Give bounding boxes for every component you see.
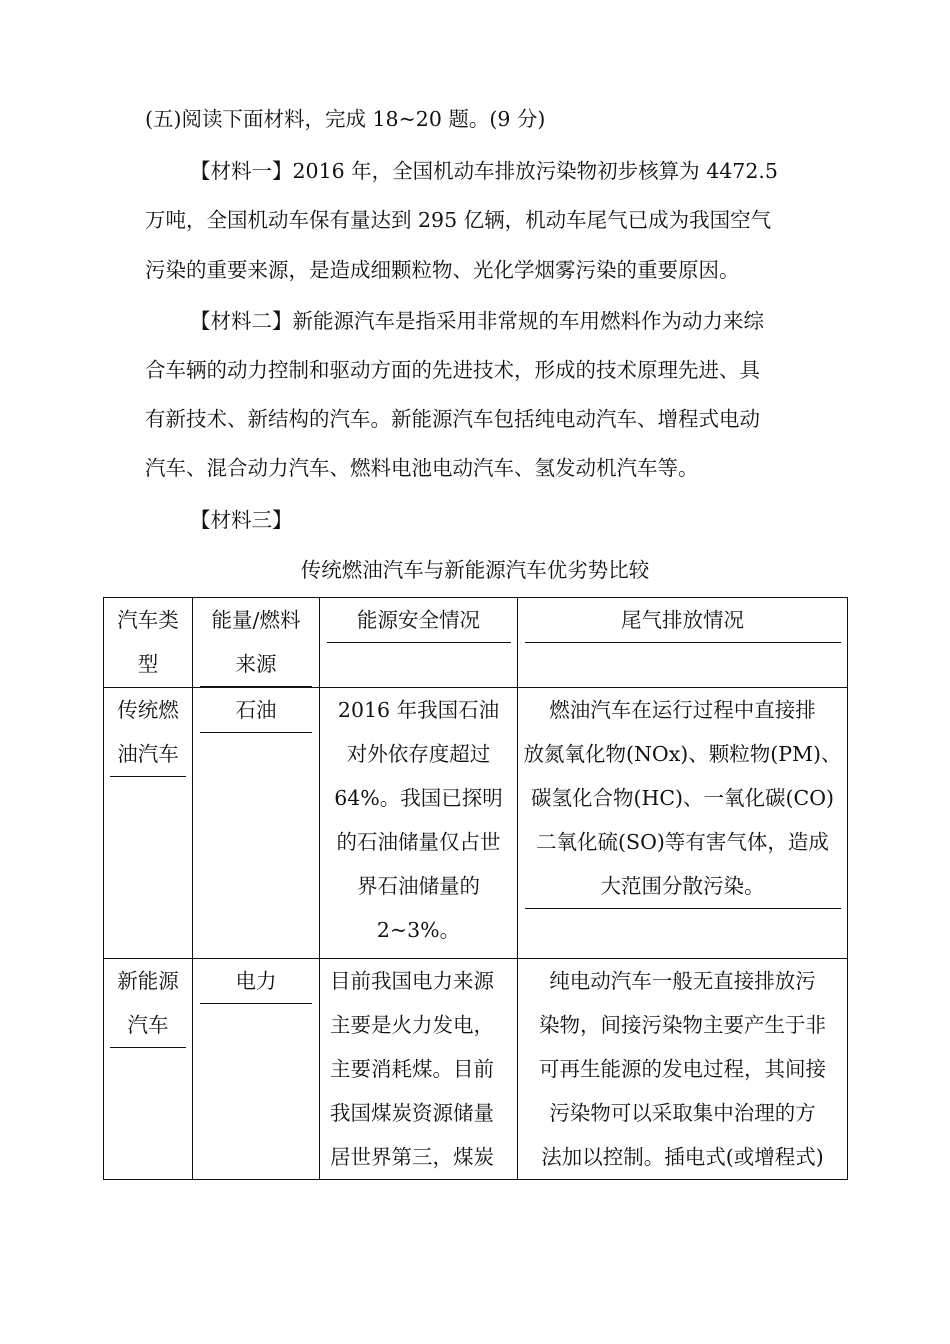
header-car-type xyxy=(104,598,193,688)
cell-line: 64%。我国已探明 xyxy=(334,786,503,810)
cell-line: 主要是火力发电， xyxy=(330,1013,494,1037)
underline-rule xyxy=(200,732,312,733)
section-title: (五)阅读下面材料，完成 18~20 题。(9 分) xyxy=(145,107,546,131)
cell-line: 我国煤炭资源储量 xyxy=(330,1101,494,1125)
cell-energy-source xyxy=(193,688,320,959)
cell-line: 碳氢化合物(HC)、一氧化碳(CO) xyxy=(530,786,835,810)
material1-line-3: 污染的重要来源，是造成细颗粒物、光化学烟雾污染的重要原因。 xyxy=(145,258,740,282)
cell-car-type xyxy=(104,959,193,1180)
cell-line: 汽车 xyxy=(127,1013,169,1037)
cell-car-type xyxy=(104,688,193,959)
header-car-type-line-1: 汽车类 xyxy=(117,608,179,632)
cell-line: 居世界第三，煤炭 xyxy=(330,1145,494,1169)
cell-line: 主要消耗煤。目前 xyxy=(330,1057,494,1081)
cell-line: 石油 xyxy=(235,698,277,722)
material3-label: 【材料三】 xyxy=(190,508,293,532)
underline-rule xyxy=(110,1047,186,1048)
cell-line: 放氮氧化物(NOx)、颗粒物(PM)、 xyxy=(523,742,842,766)
cell-energy-source xyxy=(193,959,320,1180)
underline-rule xyxy=(327,642,511,643)
underline-rule xyxy=(110,776,186,777)
cell-line: 油汽车 xyxy=(117,742,179,766)
header-energy-source-line-2: 来源 xyxy=(235,652,277,676)
header-car-type-line-2: 型 xyxy=(137,652,159,676)
underline-rule xyxy=(525,642,841,643)
cell-line: 界石油储量的 xyxy=(357,874,480,898)
cell-energy-security xyxy=(320,688,518,959)
header-emission xyxy=(518,598,848,688)
cell-emission xyxy=(518,688,848,959)
underline-rule xyxy=(525,908,841,909)
underline-rule xyxy=(200,1003,312,1004)
cell-line: 纯电动汽车一般无直接排放污 xyxy=(549,969,816,993)
header-energy-security xyxy=(320,598,518,688)
cell-line: 污染物可以采取集中治理的方 xyxy=(549,1101,816,1125)
cell-line: 传统燃 xyxy=(117,698,179,722)
cell-energy-security xyxy=(320,959,518,1180)
material1-line-2: 万吨，全国机动车保有量达到 295 亿辆，机动车尾气已成为我国空气 xyxy=(145,208,772,232)
cell-line: 染物，间接污染物主要产生于非 xyxy=(539,1013,826,1037)
table-row xyxy=(104,688,848,959)
cell-emission xyxy=(518,959,848,1180)
material2-line-2: 合车辆的动力控制和驱动方面的先进技术，形成的技术原理先进、具 xyxy=(145,358,760,382)
table-caption: 传统燃油汽车与新能源汽车优劣势比较 xyxy=(300,558,650,582)
cell-line: 二氧化硫(SO)等有害气体，造成 xyxy=(536,830,829,854)
cell-line: 新能源 xyxy=(117,969,179,993)
cell-line: 的石油储量仅占世 xyxy=(336,830,501,854)
material2-line-4: 汽车、混合动力汽车、燃料电池电动汽车、氢发动机汽车等。 xyxy=(145,456,699,480)
cell-line: 大范围分散污染。 xyxy=(600,874,765,898)
comparison-table xyxy=(103,597,848,1180)
cell-line: 燃油汽车在运行过程中直接排 xyxy=(549,698,816,722)
cell-line: 2~3%。 xyxy=(376,918,461,942)
material2-line-3: 有新技术、新结构的汽车。新能源汽车包括纯电动汽车、增程式电动 xyxy=(145,407,760,431)
header-energy-source xyxy=(193,598,320,688)
cell-line: 对外依存度超过 xyxy=(346,742,491,766)
cell-line: 可再生能源的发电过程，其间接 xyxy=(539,1057,826,1081)
table-row xyxy=(104,959,848,1180)
material1-line-1: 【材料一】2016 年，全国机动车排放污染物初步核算为 4472.5 xyxy=(190,159,778,183)
table-header-row xyxy=(104,598,848,688)
cell-line: 法加以控制。插电式(或增程式) xyxy=(541,1145,824,1169)
header-energy-security-text: 能源安全情况 xyxy=(357,608,480,632)
cell-line: 目前我国电力来源 xyxy=(330,969,494,993)
cell-line: 电力 xyxy=(235,969,277,993)
cell-line: 2016 年我国石油 xyxy=(337,698,500,722)
header-energy-source-line-1: 能量/燃料 xyxy=(211,608,301,632)
material2-line-1: 【材料二】新能源汽车是指采用非常规的车用燃料作为动力来综 xyxy=(190,309,764,333)
header-emission-text: 尾气排放情况 xyxy=(621,608,744,632)
